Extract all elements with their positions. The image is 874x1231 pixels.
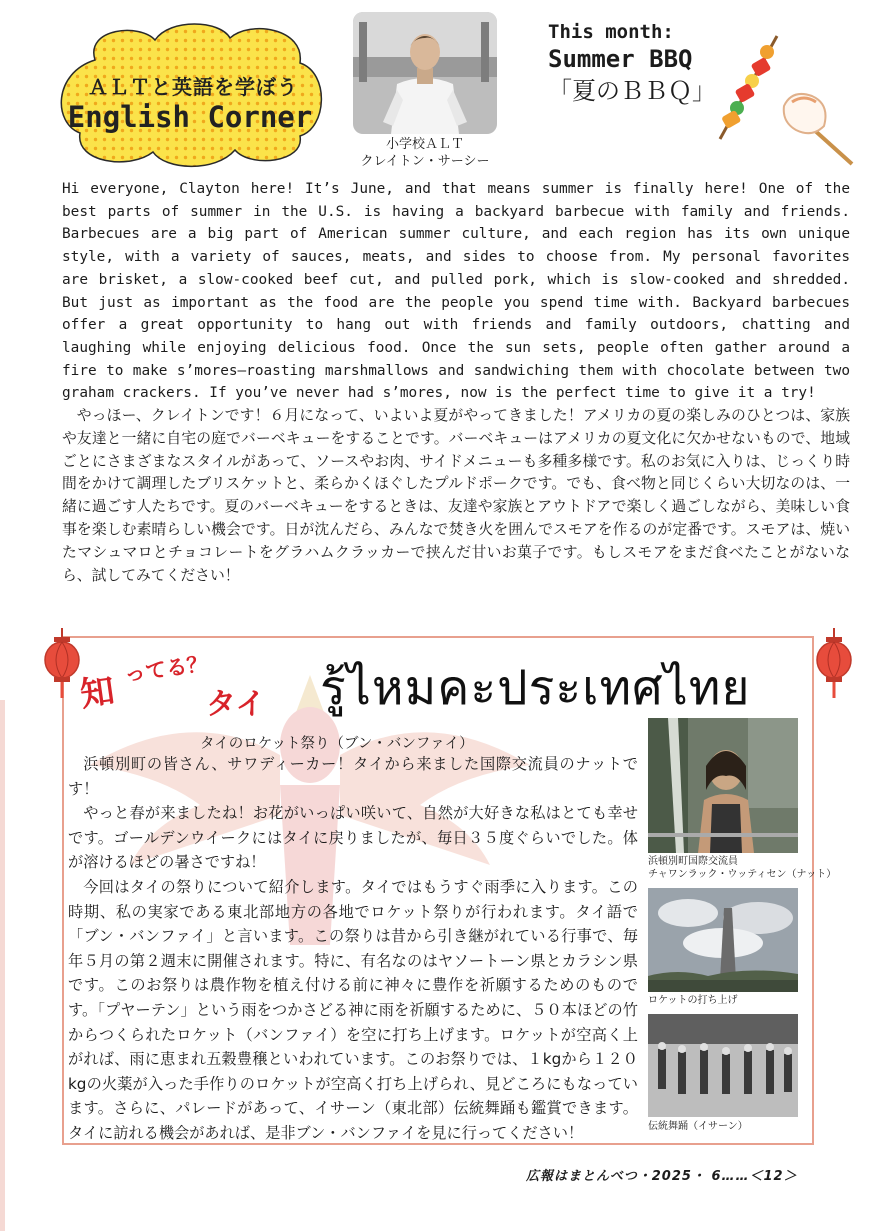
article-title: タイのロケット祭り（ブン・バンファイ） [200, 736, 474, 752]
alt-caption [340, 136, 510, 170]
photo3-caption: 伝統舞踊（イサーン） [648, 1121, 748, 1132]
thai-paragraph: 今回はタイの祭りについて紹介します。タイではもうすぐ雨季に入ります。この時期、私の実家である東北部地方の各地でロケット祭りが行われます。タイ語で「ブン・バンファイ」と言います。この祭りは昔から引き継がれている行事で、毎年５月の第２週末に開催されます。特に、有名なのはヤソートーン県とカラシン県です。このお祭りは農作物を植え付ける前に神々に豊作を祈願するためのものです。「プヤーテン」という雨をつかさどる神に雨を祈願するために、５０本ほどの竹からつくられたロケット（バンファイ）を空に打ち上げます。ロケットが空高く上がれば、雨に恵まれ五穀豊穣といわれています。このお祭りでは、１kgから１２０kgの火薬が入った手作りのロケットが空高く打ち上げられ、見どころにもなっています。さらに、パレードがあって、イサーン（東北部）伝統舞踊も鑑賞できます。タイに訪れる機会があれば、是非ブン・バンファイを見に行ってください！ [68, 877, 638, 1142]
photo2-caption: ロケットの打ち上げ [648, 995, 738, 1006]
alt-caption-name: クレイトン・サーシー [360, 154, 490, 169]
thai-language-title: รู้ไหมคะประเทศไทย [320, 660, 751, 716]
english-article: Hi everyone, Clayton here! It’s June, and that means summer is finally here! One of the best parts of summer in the U.S. is having a backyard barbecue with family and friends. Barbecues are a big part of American summer culture, and each region has its own unique style, with a variety of sauces, meats, and sides to choose from. My personal favorites are brisket, a slow-cooked beef cut, and pulled pork, which is slow-cooked and shredded. But just as important as the food are the people you spend time with. Backyard barbecues offer a great opportunity to hang out with friends and family outdoors, chatting and laughing while enjoying delicious food. Once the sun sets, people often gather around a fire to make s’mores—roasting marshmallows and sandwiching them with chocolate between two graham crackers. If you’ve never had s’mores, now is the perfect time to give it a try! [62, 181, 850, 402]
rocket-launch-photo [648, 888, 798, 992]
this-month-label: This month: [548, 21, 674, 43]
bbq-skewer-icon [712, 34, 862, 169]
thai-katakana: タイ [206, 687, 266, 722]
this-month-title-en: Summer BBQ [548, 45, 693, 73]
do-you-know-thailand-heading [77, 645, 290, 722]
side-strip [0, 700, 5, 1231]
photo1-caption-role: 浜頓別町国際交流員 [648, 856, 738, 867]
alt-caption-role: 小学校ＡＬＴ [385, 137, 464, 152]
photo1-caption-name: チャワンラック・ウッティセン（ナット） [648, 869, 837, 880]
cir-portrait-photo [648, 718, 798, 853]
japanese-article: やっほー、クレイトンです！６月になって、いよいよ夏がやってきました！アメリカの夏の楽しみのひとつは、家族や友達と一緒に自宅の庭でバーベキューをすることです。バーベキューはアメリカの夏文化に欠かせないもので、地域ごとにさまざまなスタイルがあって、ソースやお肉、サイドメニューも多種多様です。私のお気に入りは、じっくり時間をかけて調理したブリスケットと、柔らかくほぐしたプルドポークです。でも、食べ物と同じくらい大切なのは、一緒に過ごす人たちです。夏のバーベキューをするときは、友達や家族とアウトドアで楽しく過ごしながら、美味しい食事を楽しむ素晴らしい機会です。日が沈んだら、みんなで焚き火を囲んでスモアを作るのが定番です。スモアは、焼いたマシュマロとチョコレートをグラハムクラッカーで挟んだ甘いお菓子です。もしスモアをまだ食べたことがないなら、試してみてください！ [62, 407, 850, 584]
know-char: 知 [77, 670, 118, 716]
photo1-caption [648, 855, 848, 881]
thai-paragraph: やっと春が来ましたね！お花がいっぱい咲いて、自然が大好きな私はとても幸せです。ゴールデンウイークにはタイに戻りましたが、毎日３５度ぐらいでした。体が溶けるほどの暑さですね！ [68, 804, 638, 872]
badge-subtitle: ＡＬＴと英語を学ぼう [88, 75, 298, 99]
alt-teacher-photo [353, 12, 497, 134]
lantern-icon [814, 628, 854, 700]
thai-paragraph: 浜頓別町の皆さん、サワディーカー！タイから来ました国際交流員のナットです！ [68, 755, 638, 798]
know-rest: ってる？ [122, 651, 210, 687]
this-month-title-jp: 「夏のＢＢＱ」 [548, 77, 716, 105]
thai-article [68, 752, 638, 1146]
page-footer: 広報はまとんべつ・2025・ 6……＜12＞ [526, 1169, 798, 1184]
badge-title: English Corner [67, 100, 313, 134]
this-month-block [548, 20, 716, 108]
english-corner-badge [55, 18, 325, 170]
traditional-dance-photo [648, 1014, 798, 1117]
